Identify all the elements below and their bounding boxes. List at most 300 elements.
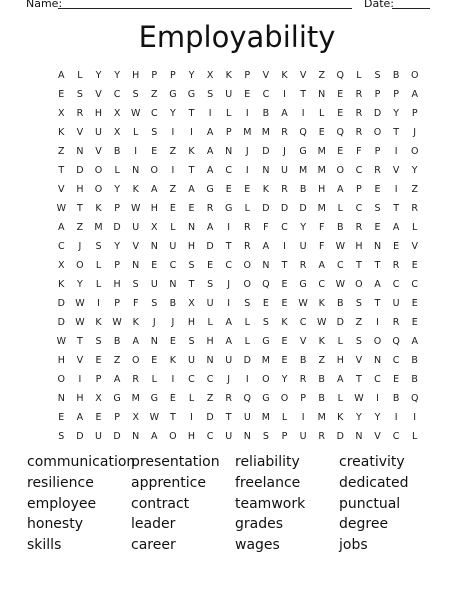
grid-letter[interactable]: D bbox=[336, 317, 344, 328]
grid-letter[interactable]: T bbox=[225, 241, 232, 252]
grid-letter[interactable]: E bbox=[151, 146, 158, 157]
grid-letter[interactable]: T bbox=[58, 165, 65, 176]
grid-letter[interactable]: T bbox=[300, 89, 306, 100]
grid-letter[interactable]: N bbox=[132, 431, 140, 442]
grid-letter[interactable]: T bbox=[355, 260, 362, 271]
grid-letter[interactable]: H bbox=[76, 393, 84, 404]
name-field[interactable] bbox=[58, 8, 352, 9]
grid-letter[interactable]: P bbox=[95, 374, 102, 385]
grid-letter[interactable]: I bbox=[376, 393, 379, 404]
grid-letter[interactable]: J bbox=[152, 317, 156, 328]
grid-letter[interactable]: C bbox=[299, 317, 307, 328]
grid-letter[interactable]: E bbox=[151, 260, 158, 271]
grid-letter[interactable]: V bbox=[76, 355, 84, 366]
grid-letter[interactable]: R bbox=[355, 222, 363, 233]
grid-letter[interactable]: L bbox=[207, 317, 213, 328]
grid-letter[interactable]: Z bbox=[113, 355, 121, 366]
grid-letter[interactable]: Q bbox=[410, 393, 419, 404]
grid-letter[interactable]: P bbox=[411, 108, 418, 119]
grid-letter[interactable]: I bbox=[283, 89, 286, 100]
grid-letter[interactable]: Y bbox=[76, 279, 83, 290]
grid-letter[interactable]: I bbox=[301, 108, 305, 119]
grid-letter[interactable]: S bbox=[95, 241, 102, 252]
grid-letter[interactable]: R bbox=[392, 317, 400, 328]
grid-letter[interactable]: N bbox=[150, 241, 158, 252]
grid-letter[interactable]: N bbox=[187, 222, 196, 233]
grid-letter[interactable]: V bbox=[58, 184, 65, 195]
grid-letter[interactable]: L bbox=[319, 108, 325, 119]
grid-letter[interactable]: Y bbox=[355, 412, 362, 423]
grid-letter[interactable]: L bbox=[244, 317, 250, 328]
grid-letter[interactable]: C bbox=[392, 279, 400, 290]
grid-letter[interactable]: O bbox=[280, 393, 289, 404]
grid-letter[interactable]: Y bbox=[114, 70, 120, 81]
grid-letter[interactable]: L bbox=[95, 279, 102, 290]
grid-letter[interactable]: L bbox=[337, 393, 343, 404]
grid-letter[interactable]: Q bbox=[243, 393, 252, 404]
grid-letter[interactable]: G bbox=[150, 393, 158, 404]
grid-letter[interactable]: T bbox=[76, 336, 83, 347]
grid-letter[interactable]: D bbox=[206, 241, 214, 252]
grid-letter[interactable]: A bbox=[281, 108, 288, 119]
grid-letter[interactable]: B bbox=[392, 70, 400, 81]
grid-letter[interactable]: K bbox=[318, 298, 325, 309]
grid-letter[interactable]: N bbox=[373, 355, 382, 366]
grid-letter[interactable]: D bbox=[76, 431, 84, 442]
grid-letter[interactable]: M bbox=[94, 222, 103, 233]
grid-letter[interactable]: D bbox=[280, 203, 289, 214]
grid-letter[interactable]: A bbox=[206, 165, 214, 176]
grid-letter[interactable]: V bbox=[299, 70, 307, 81]
grid-letter[interactable]: Z bbox=[318, 70, 325, 81]
grid-letter[interactable]: O bbox=[169, 431, 177, 442]
grid-letter[interactable]: W bbox=[335, 279, 345, 290]
grid-letter[interactable]: D bbox=[57, 298, 65, 309]
grid-letter[interactable]: F bbox=[263, 222, 269, 233]
grid-letter[interactable]: X bbox=[206, 70, 214, 81]
grid-letter[interactable]: W bbox=[316, 317, 327, 328]
grid-letter[interactable]: U bbox=[188, 355, 195, 366]
grid-letter[interactable]: D bbox=[113, 222, 121, 233]
grid-letter[interactable]: V bbox=[299, 336, 307, 347]
grid-letter[interactable]: G bbox=[262, 393, 270, 404]
grid-letter[interactable]: Y bbox=[114, 241, 120, 252]
grid-letter[interactable]: U bbox=[132, 222, 140, 233]
grid-letter[interactable]: N bbox=[132, 165, 140, 176]
grid-letter[interactable]: N bbox=[57, 393, 65, 404]
grid-letter[interactable]: X bbox=[58, 108, 65, 119]
grid-letter[interactable]: S bbox=[95, 336, 102, 347]
grid-letter[interactable]: Y bbox=[411, 165, 418, 176]
grid-letter[interactable]: E bbox=[169, 336, 176, 347]
grid-letter[interactable]: U bbox=[206, 298, 214, 309]
grid-letter[interactable]: E bbox=[207, 260, 214, 271]
grid-letter[interactable]: M bbox=[261, 355, 270, 366]
grid-letter[interactable]: K bbox=[281, 317, 288, 328]
grid-letter[interactable]: V bbox=[355, 355, 363, 366]
grid-letter[interactable]: S bbox=[207, 89, 214, 100]
grid-letter[interactable]: Q bbox=[262, 279, 270, 290]
grid-letter[interactable]: B bbox=[392, 393, 400, 404]
grid-letter[interactable]: A bbox=[392, 222, 400, 233]
grid-letter[interactable]: C bbox=[318, 279, 326, 290]
grid-letter[interactable]: I bbox=[171, 127, 175, 138]
grid-letter[interactable]: F bbox=[356, 146, 362, 157]
grid-letter[interactable]: U bbox=[95, 431, 102, 442]
grid-letter[interactable]: E bbox=[169, 203, 176, 214]
grid-letter[interactable]: S bbox=[188, 336, 195, 347]
grid-letter[interactable]: R bbox=[374, 165, 381, 176]
grid-letter[interactable]: W bbox=[130, 108, 141, 119]
grid-letter[interactable]: R bbox=[225, 393, 232, 404]
grid-letter[interactable]: B bbox=[318, 393, 325, 404]
grid-letter[interactable]: K bbox=[281, 70, 288, 81]
grid-letter[interactable]: I bbox=[394, 412, 398, 423]
grid-letter[interactable]: B bbox=[337, 298, 344, 309]
grid-letter[interactable]: K bbox=[58, 279, 65, 290]
grid-letter[interactable]: D bbox=[57, 317, 65, 328]
grid-letter[interactable]: N bbox=[132, 260, 140, 271]
grid-letter[interactable]: I bbox=[245, 108, 249, 119]
grid-letter[interactable]: E bbox=[281, 279, 288, 290]
grid-letter[interactable]: S bbox=[132, 279, 139, 290]
grid-letter[interactable]: T bbox=[188, 108, 195, 119]
grid-letter[interactable]: R bbox=[243, 222, 251, 233]
grid-letter[interactable]: Y bbox=[114, 184, 120, 195]
grid-letter[interactable]: C bbox=[392, 355, 400, 366]
grid-letter[interactable]: Q bbox=[336, 127, 345, 138]
grid-letter[interactable]: M bbox=[317, 203, 326, 214]
grid-letter[interactable]: P bbox=[170, 70, 176, 81]
grid-letter[interactable]: O bbox=[373, 336, 382, 347]
grid-letter[interactable]: W bbox=[335, 241, 345, 252]
grid-letter[interactable]: D bbox=[262, 203, 270, 214]
grid-letter[interactable]: E bbox=[337, 146, 344, 157]
grid-letter[interactable]: S bbox=[151, 298, 158, 309]
grid-letter[interactable]: F bbox=[132, 298, 139, 309]
grid-letter[interactable]: R bbox=[281, 184, 288, 195]
grid-letter[interactable]: U bbox=[225, 431, 233, 442]
grid-letter[interactable]: U bbox=[95, 127, 102, 138]
grid-letter[interactable]: B bbox=[113, 146, 121, 157]
grid-letter[interactable]: W bbox=[112, 317, 122, 328]
grid-letter[interactable]: J bbox=[227, 374, 231, 385]
grid-letter[interactable]: D bbox=[373, 108, 382, 119]
grid-letter[interactable]: B bbox=[113, 336, 121, 347]
grid-letter[interactable]: G bbox=[206, 184, 214, 195]
grid-letter[interactable]: V bbox=[374, 431, 381, 442]
grid-letter[interactable]: T bbox=[188, 165, 195, 176]
grid-letter[interactable]: A bbox=[411, 89, 418, 100]
grid-letter[interactable]: I bbox=[283, 241, 286, 252]
grid-letter[interactable]: E bbox=[393, 374, 400, 385]
grid-letter[interactable]: H bbox=[132, 70, 140, 81]
grid-letter[interactable]: A bbox=[318, 260, 325, 271]
grid-letter[interactable]: H bbox=[94, 108, 103, 119]
grid-letter[interactable]: I bbox=[394, 184, 398, 195]
grid-letter[interactable]: R bbox=[76, 108, 84, 119]
grid-letter[interactable]: V bbox=[262, 70, 270, 81]
grid-letter[interactable]: J bbox=[171, 317, 175, 328]
grid-letter[interactable]: C bbox=[188, 374, 195, 385]
grid-letter[interactable]: D bbox=[336, 431, 344, 442]
grid-letter[interactable]: E bbox=[244, 184, 251, 195]
grid-letter[interactable]: J bbox=[245, 146, 249, 157]
grid-letter[interactable]: H bbox=[355, 241, 363, 252]
grid-letter[interactable]: S bbox=[207, 279, 214, 290]
grid-letter[interactable]: P bbox=[300, 393, 306, 404]
grid-letter[interactable]: A bbox=[262, 241, 270, 252]
grid-letter[interactable]: K bbox=[58, 127, 65, 138]
grid-letter[interactable]: O bbox=[150, 165, 159, 176]
grid-letter[interactable]: G bbox=[262, 336, 270, 347]
grid-letter[interactable]: L bbox=[356, 70, 362, 81]
grid-letter[interactable]: L bbox=[226, 108, 232, 119]
grid-letter[interactable]: P bbox=[393, 89, 399, 100]
grid-letter[interactable]: W bbox=[130, 203, 141, 214]
grid-letter[interactable]: I bbox=[97, 298, 100, 309]
grid-letter[interactable]: N bbox=[262, 165, 270, 176]
grid-letter[interactable]: I bbox=[245, 165, 249, 176]
grid-letter[interactable]: I bbox=[78, 374, 82, 385]
grid-letter[interactable]: E bbox=[411, 317, 418, 328]
grid-letter[interactable]: E bbox=[337, 108, 344, 119]
grid-letter[interactable]: P bbox=[151, 70, 158, 81]
grid-letter[interactable]: C bbox=[411, 279, 419, 290]
grid-letter[interactable]: K bbox=[132, 184, 139, 195]
grid-letter[interactable]: X bbox=[188, 298, 195, 309]
grid-letter[interactable]: X bbox=[95, 393, 102, 404]
grid-letter[interactable]: T bbox=[188, 279, 195, 290]
grid-letter[interactable]: N bbox=[206, 355, 214, 366]
grid-letter[interactable]: H bbox=[150, 203, 158, 214]
grid-letter[interactable]: R bbox=[411, 203, 418, 214]
grid-letter[interactable]: Z bbox=[318, 355, 325, 366]
grid-letter[interactable]: D bbox=[76, 165, 84, 176]
grid-letter[interactable]: R bbox=[392, 260, 400, 271]
grid-letter[interactable]: A bbox=[206, 222, 214, 233]
grid-letter[interactable]: X bbox=[113, 127, 121, 138]
grid-letter[interactable]: Y bbox=[169, 108, 176, 119]
grid-letter[interactable]: L bbox=[412, 222, 418, 233]
grid-letter[interactable]: L bbox=[337, 203, 343, 214]
grid-letter[interactable]: A bbox=[337, 184, 344, 195]
grid-letter[interactable]: U bbox=[169, 241, 177, 252]
grid-letter[interactable]: I bbox=[413, 412, 417, 423]
grid-letter[interactable]: A bbox=[151, 184, 158, 195]
grid-letter[interactable]: O bbox=[355, 279, 363, 290]
grid-letter[interactable]: O bbox=[243, 260, 252, 271]
grid-letter[interactable]: R bbox=[132, 374, 139, 385]
grid-letter[interactable]: I bbox=[301, 412, 305, 423]
grid-letter[interactable]: K bbox=[132, 317, 139, 328]
grid-letter[interactable]: W bbox=[354, 393, 364, 404]
grid-letter[interactable]: S bbox=[244, 298, 251, 309]
grid-letter[interactable]: R bbox=[355, 127, 363, 138]
grid-letter[interactable]: G bbox=[187, 89, 196, 100]
grid-letter[interactable]: E bbox=[374, 222, 381, 233]
grid-letter[interactable]: C bbox=[150, 108, 158, 119]
grid-letter[interactable]: E bbox=[281, 298, 288, 309]
grid-letter[interactable]: D bbox=[206, 412, 214, 423]
grid-letter[interactable]: D bbox=[113, 431, 121, 442]
grid-letter[interactable]: O bbox=[76, 260, 84, 271]
grid-letter[interactable]: N bbox=[169, 279, 177, 290]
grid-letter[interactable]: K bbox=[318, 336, 325, 347]
grid-letter[interactable]: R bbox=[318, 431, 325, 442]
grid-letter[interactable]: E bbox=[411, 260, 418, 271]
grid-letter[interactable]: Z bbox=[58, 146, 65, 157]
grid-letter[interactable]: B bbox=[299, 355, 307, 366]
grid-letter[interactable]: A bbox=[188, 184, 195, 195]
grid-letter[interactable]: I bbox=[171, 165, 175, 176]
grid-letter[interactable]: Y bbox=[393, 108, 399, 119]
grid-letter[interactable]: P bbox=[225, 127, 232, 138]
grid-letter[interactable]: R bbox=[355, 89, 363, 100]
grid-letter[interactable]: Y bbox=[374, 412, 381, 423]
grid-letter[interactable]: L bbox=[170, 222, 176, 233]
grid-letter[interactable]: U bbox=[225, 89, 233, 100]
grid-letter[interactable]: I bbox=[208, 108, 212, 119]
grid-letter[interactable]: E bbox=[95, 355, 102, 366]
grid-letter[interactable]: Z bbox=[206, 393, 214, 404]
grid-letter[interactable]: C bbox=[225, 260, 233, 271]
grid-letter[interactable]: V bbox=[95, 146, 102, 157]
grid-letter[interactable]: C bbox=[262, 89, 270, 100]
grid-letter[interactable]: I bbox=[394, 146, 398, 157]
grid-letter[interactable]: V bbox=[76, 127, 84, 138]
grid-letter[interactable]: C bbox=[374, 374, 381, 385]
grid-letter[interactable]: X bbox=[132, 412, 139, 423]
grid-letter[interactable]: Q bbox=[299, 127, 307, 138]
grid-letter[interactable]: O bbox=[131, 355, 140, 366]
grid-letter[interactable]: Z bbox=[169, 146, 177, 157]
grid-letter[interactable]: C bbox=[113, 89, 121, 100]
grid-letter[interactable]: Z bbox=[151, 89, 158, 100]
grid-letter[interactable]: S bbox=[374, 203, 381, 214]
grid-letter[interactable]: B bbox=[262, 108, 270, 119]
grid-letter[interactable]: Q bbox=[392, 336, 400, 347]
grid-letter[interactable]: U bbox=[299, 431, 307, 442]
grid-letter[interactable]: B bbox=[337, 222, 344, 233]
grid-letter[interactable]: G bbox=[169, 89, 177, 100]
grid-letter[interactable]: B bbox=[299, 184, 307, 195]
grid-letter[interactable]: K bbox=[188, 146, 195, 157]
grid-letter[interactable]: A bbox=[206, 146, 214, 157]
grid-letter[interactable]: N bbox=[355, 431, 363, 442]
grid-letter[interactable]: G bbox=[113, 393, 121, 404]
grid-letter[interactable]: S bbox=[132, 89, 139, 100]
grid-letter[interactable]: M bbox=[131, 393, 140, 404]
grid-letter[interactable]: I bbox=[190, 412, 193, 423]
grid-letter[interactable]: I bbox=[245, 374, 249, 385]
grid-letter[interactable]: P bbox=[374, 146, 381, 157]
grid-letter[interactable]: E bbox=[58, 89, 65, 100]
grid-letter[interactable]: W bbox=[56, 336, 66, 347]
grid-letter[interactable]: J bbox=[78, 241, 82, 252]
grid-letter[interactable]: A bbox=[113, 374, 121, 385]
grid-letter[interactable]: O bbox=[94, 165, 103, 176]
grid-letter[interactable]: U bbox=[299, 241, 307, 252]
grid-letter[interactable]: G bbox=[225, 203, 233, 214]
grid-letter[interactable]: D bbox=[299, 203, 307, 214]
grid-letter[interactable]: X bbox=[113, 108, 121, 119]
grid-letter[interactable]: N bbox=[262, 260, 270, 271]
grid-letter[interactable]: M bbox=[317, 412, 326, 423]
grid-letter[interactable]: K bbox=[169, 355, 176, 366]
grid-letter[interactable]: C bbox=[336, 260, 344, 271]
grid-letter[interactable]: P bbox=[114, 260, 120, 271]
grid-letter[interactable]: I bbox=[227, 298, 231, 309]
grid-letter[interactable]: A bbox=[225, 336, 232, 347]
grid-letter[interactable]: R bbox=[299, 260, 307, 271]
grid-letter[interactable]: L bbox=[95, 260, 102, 271]
grid-letter[interactable]: R bbox=[243, 241, 251, 252]
grid-letter[interactable]: B bbox=[411, 355, 418, 366]
grid-letter[interactable]: V bbox=[392, 165, 400, 176]
grid-letter[interactable]: Q bbox=[336, 70, 345, 81]
grid-letter[interactable]: B bbox=[169, 298, 177, 309]
grid-letter[interactable]: D bbox=[262, 146, 270, 157]
grid-letter[interactable]: S bbox=[355, 336, 362, 347]
grid-letter[interactable]: M bbox=[317, 165, 326, 176]
grid-letter[interactable]: M bbox=[243, 127, 252, 138]
grid-letter[interactable]: L bbox=[244, 203, 250, 214]
grid-letter[interactable]: U bbox=[243, 412, 251, 423]
grid-letter[interactable]: H bbox=[187, 317, 196, 328]
grid-letter[interactable]: P bbox=[244, 70, 251, 81]
grid-letter[interactable]: T bbox=[393, 203, 399, 214]
grid-letter[interactable]: Z bbox=[411, 184, 418, 195]
grid-letter[interactable]: H bbox=[76, 184, 84, 195]
grid-letter[interactable]: R bbox=[299, 374, 307, 385]
grid-letter[interactable]: T bbox=[374, 298, 381, 309]
grid-letter[interactable]: T bbox=[225, 412, 232, 423]
grid-letter[interactable]: U bbox=[150, 279, 158, 290]
grid-letter[interactable]: B bbox=[318, 374, 325, 385]
grid-letter[interactable]: S bbox=[76, 89, 83, 100]
grid-letter[interactable]: E bbox=[225, 184, 232, 195]
grid-letter[interactable]: A bbox=[58, 222, 65, 233]
grid-letter[interactable]: B bbox=[411, 374, 418, 385]
grid-letter[interactable]: C bbox=[225, 165, 233, 176]
grid-letter[interactable]: O bbox=[410, 70, 419, 81]
grid-letter[interactable]: Y bbox=[281, 374, 288, 385]
grid-letter[interactable]: G bbox=[299, 146, 307, 157]
grid-letter[interactable]: T bbox=[374, 260, 381, 271]
grid-letter[interactable]: V bbox=[132, 241, 139, 252]
grid-letter[interactable]: H bbox=[187, 431, 196, 442]
grid-letter[interactable]: L bbox=[412, 431, 418, 442]
grid-letter[interactable]: C bbox=[392, 431, 400, 442]
grid-letter[interactable]: S bbox=[188, 260, 195, 271]
grid-letter[interactable]: P bbox=[114, 298, 120, 309]
grid-letter[interactable]: L bbox=[151, 374, 157, 385]
grid-letter[interactable]: V bbox=[95, 89, 102, 100]
grid-letter[interactable]: H bbox=[57, 355, 65, 366]
grid-letter[interactable]: C bbox=[206, 374, 214, 385]
grid-letter[interactable]: T bbox=[393, 127, 399, 138]
grid-letter[interactable]: N bbox=[76, 146, 84, 157]
grid-letter[interactable]: F bbox=[318, 222, 325, 233]
grid-letter[interactable]: C bbox=[57, 241, 65, 252]
grid-letter[interactable]: C bbox=[355, 203, 363, 214]
grid-letter[interactable]: K bbox=[337, 412, 344, 423]
grid-letter[interactable]: W bbox=[75, 298, 85, 309]
grid-letter[interactable]: W bbox=[75, 317, 85, 328]
grid-letter[interactable]: W bbox=[56, 203, 66, 214]
grid-letter[interactable]: W bbox=[298, 298, 308, 309]
